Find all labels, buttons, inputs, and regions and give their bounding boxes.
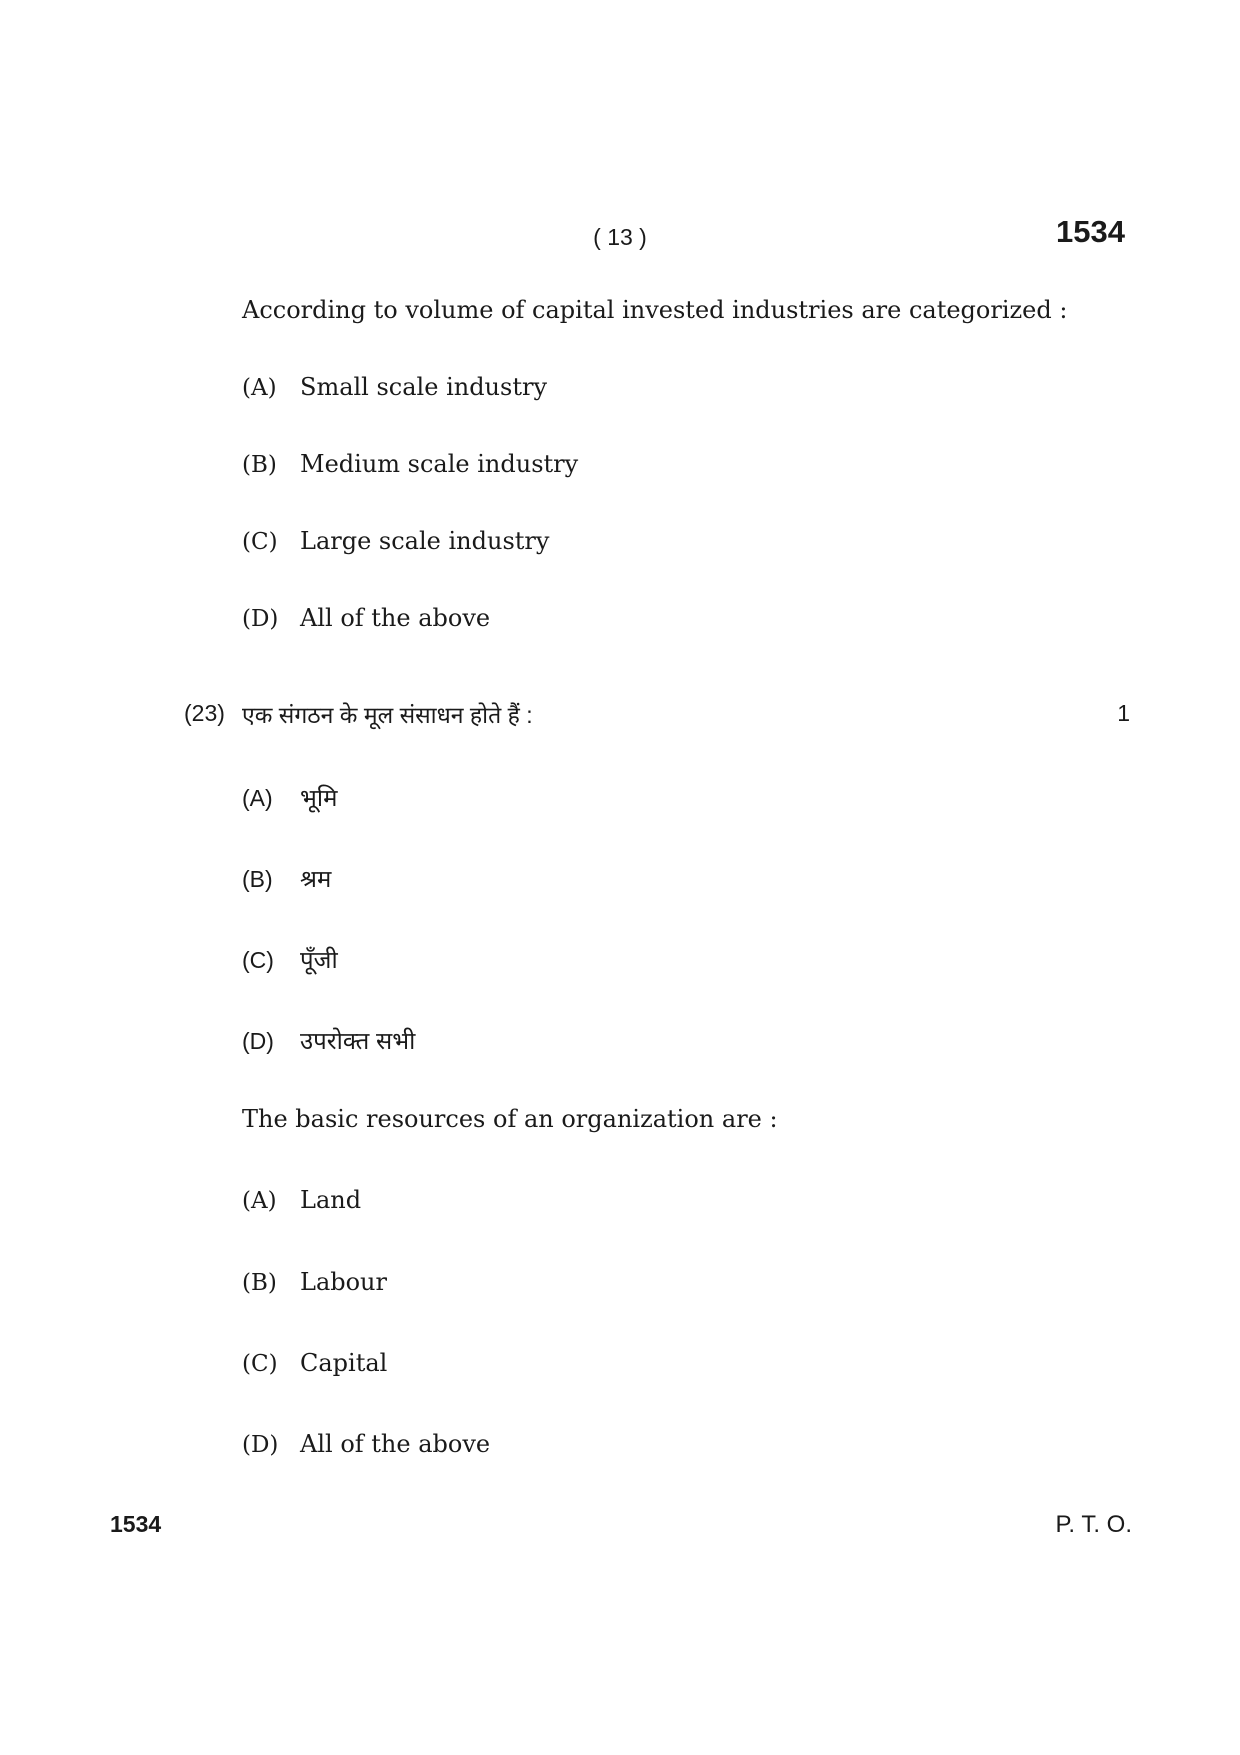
option-label: (C) — [242, 1351, 278, 1377]
option-text: Capital — [300, 1349, 388, 1377]
paper-code-footer: 1534 — [110, 1511, 162, 1537]
option-text: पूँजी — [300, 947, 338, 974]
q23-number: (23) — [184, 700, 225, 726]
option-label: (C) — [242, 947, 274, 973]
option-label: (C) — [242, 529, 278, 555]
q23-hindi-option-b — [242, 862, 331, 895]
option-text: Land — [300, 1186, 362, 1214]
q22-option-d — [242, 604, 490, 632]
option-text: Large scale industry — [300, 527, 550, 555]
q23-hindi-option-c — [242, 943, 338, 976]
pto-marker: P. T. O. — [1055, 1511, 1132, 1538]
q23-english-stem: The basic resources of an organization are : — [242, 1105, 778, 1133]
q23-hindi-option-a — [242, 781, 337, 814]
q23-english-option-d — [242, 1430, 490, 1458]
q22-option-b — [242, 450, 578, 478]
option-label: (B) — [242, 452, 277, 478]
page-number: ( 13 ) — [593, 224, 647, 250]
q23-english-option-c — [242, 1349, 387, 1377]
option-label: (A) — [242, 375, 277, 401]
q22-option-c — [242, 527, 549, 555]
option-text: Medium scale industry — [300, 450, 579, 478]
option-text: Small scale industry — [300, 373, 548, 401]
option-label: (B) — [242, 866, 273, 892]
q23-hindi-stem: एक संगठन के मूल संसाधन होते हैं : — [242, 702, 533, 728]
q23-english-option-b — [242, 1268, 387, 1296]
q22-english-stem: According to volume of capital invested industries are categorized : — [242, 296, 1068, 324]
option-text: उपरोक्त सभी — [300, 1028, 416, 1055]
option-text: भूमि — [300, 785, 338, 812]
option-text: All of the above — [300, 1430, 491, 1458]
option-label: (D) — [242, 1432, 279, 1458]
option-label: (D) — [242, 606, 279, 632]
q23-hindi-option-d — [242, 1024, 415, 1057]
option-text: All of the above — [300, 604, 491, 632]
q23-marks: 1 — [1117, 700, 1130, 726]
option-label: (A) — [242, 1188, 277, 1214]
paper-code-header: 1534 — [1056, 214, 1125, 249]
option-label: (B) — [242, 1270, 277, 1296]
option-text: Labour — [300, 1268, 387, 1296]
option-label: (A) — [242, 785, 273, 811]
option-label: (D) — [242, 1028, 274, 1054]
q23-english-option-a — [242, 1186, 361, 1214]
q22-option-a — [242, 373, 547, 401]
option-text: श्रम — [300, 866, 332, 893]
